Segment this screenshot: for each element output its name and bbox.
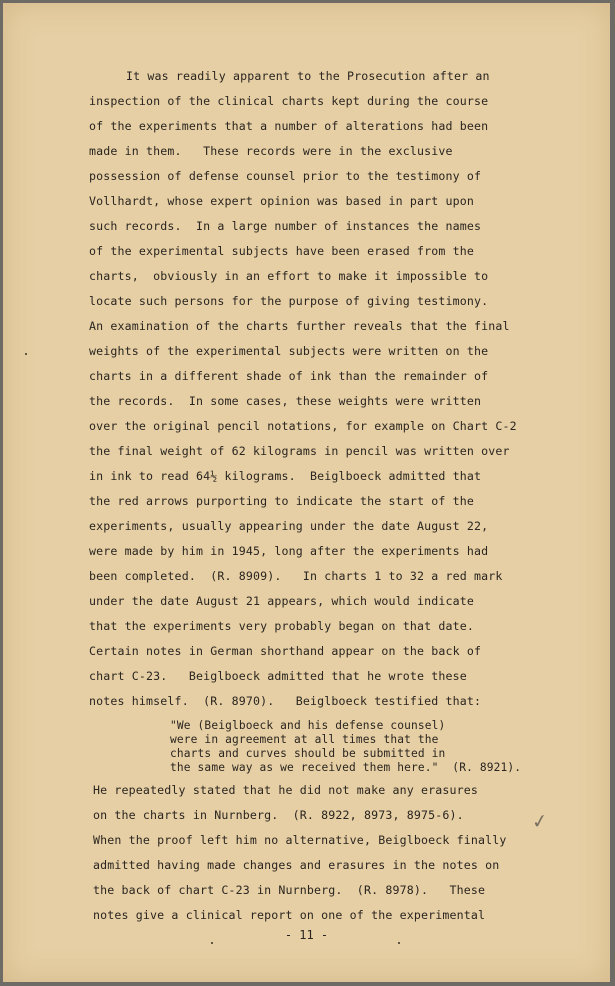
quote-line: "We (Beiglboeck and his defense counsel) bbox=[170, 719, 446, 732]
text-line: locate such persons for the purpose of giving testimony. bbox=[89, 294, 489, 308]
text-line: It was readily apparent to the Prosecution after an bbox=[126, 69, 490, 83]
margin-dot bbox=[398, 942, 400, 944]
text-line: of the experimental subjects have been erased from the bbox=[89, 244, 475, 258]
text-line: the back of chart C-23 in Nurnberg. (R. 8978). These bbox=[93, 883, 486, 897]
text-line: When the proof left him no alternative, Beiglboeck finally bbox=[93, 833, 507, 847]
document-page bbox=[3, 3, 610, 982]
text-line: Vollhardt, whose expert opinion was based in part upon bbox=[89, 194, 475, 208]
text-line: of the experiments that a number of alterations had been bbox=[89, 119, 489, 133]
quote-line: were in agreement at all times that the bbox=[170, 733, 439, 746]
text-line: chart C-23. Beiglboeck admitted that he wrote these bbox=[89, 669, 467, 683]
text-line: such records. In a large number of instances the names bbox=[89, 219, 482, 233]
text-line: that the experiments very probably began on that date. bbox=[89, 619, 475, 633]
text-line: over the original pencil notations, for example on Chart C-2 bbox=[89, 419, 517, 433]
text-line: possession of defense counsel prior to the testimony of bbox=[89, 169, 482, 183]
text-line: were made by him in 1945, long after the experiments had bbox=[89, 544, 489, 558]
margin-dot bbox=[25, 353, 27, 355]
text-line: weights of the experimental subjects were written on the bbox=[89, 344, 489, 358]
text-line: He repeatedly stated that he did not make any erasures bbox=[93, 783, 479, 797]
text-line: the red arrows purporting to indicate the start of the bbox=[89, 494, 475, 508]
text-line: notes give a clinical report on one of the experimental bbox=[93, 908, 486, 922]
text-line: on the charts in Nurnberg. (R. 8922, 8973, 8975-6). bbox=[93, 808, 464, 822]
text-line: experiments, usually appearing under the date August 22, bbox=[89, 519, 489, 533]
text-line: the records. In some cases, these weights were written bbox=[89, 394, 482, 408]
quote-line: charts and curves should be submitted in bbox=[170, 747, 446, 760]
text-line: under the date August 21 appears, which would indicate bbox=[89, 594, 475, 608]
text-line: made in them. These records were in the exclusive bbox=[89, 144, 453, 158]
quote-line: the same way as we received them here." (R. 8921). bbox=[170, 761, 522, 774]
text-line: the final weight of 62 kilograms in pencil was written over bbox=[89, 444, 510, 458]
text-line: Certain notes in German shorthand appear on the back of bbox=[89, 644, 482, 658]
text-line: An examination of the charts further reveals that the final bbox=[89, 319, 510, 333]
text-line: notes himself. (R. 8970). Beiglboeck testified that: bbox=[89, 694, 482, 708]
text-line: charts, obviously in an effort to make it impossible to bbox=[89, 269, 489, 283]
text-line: been completed. (R. 8909). In charts 1 to 32 a red mark bbox=[89, 569, 503, 583]
text-line: charts in a different shade of ink than the remainder of bbox=[89, 369, 489, 383]
page-number: - 11 - bbox=[284, 928, 329, 942]
text-line: admitted having made changes and erasures in the notes on bbox=[93, 858, 500, 872]
margin-dot bbox=[211, 942, 213, 944]
text-line: in ink to read 64½ kilograms. Beiglboeck admitted that bbox=[89, 469, 482, 483]
text-line: inspection of the clinical charts kept during the course bbox=[89, 94, 489, 108]
checkmark-annotation-icon: ✓ bbox=[531, 808, 548, 835]
